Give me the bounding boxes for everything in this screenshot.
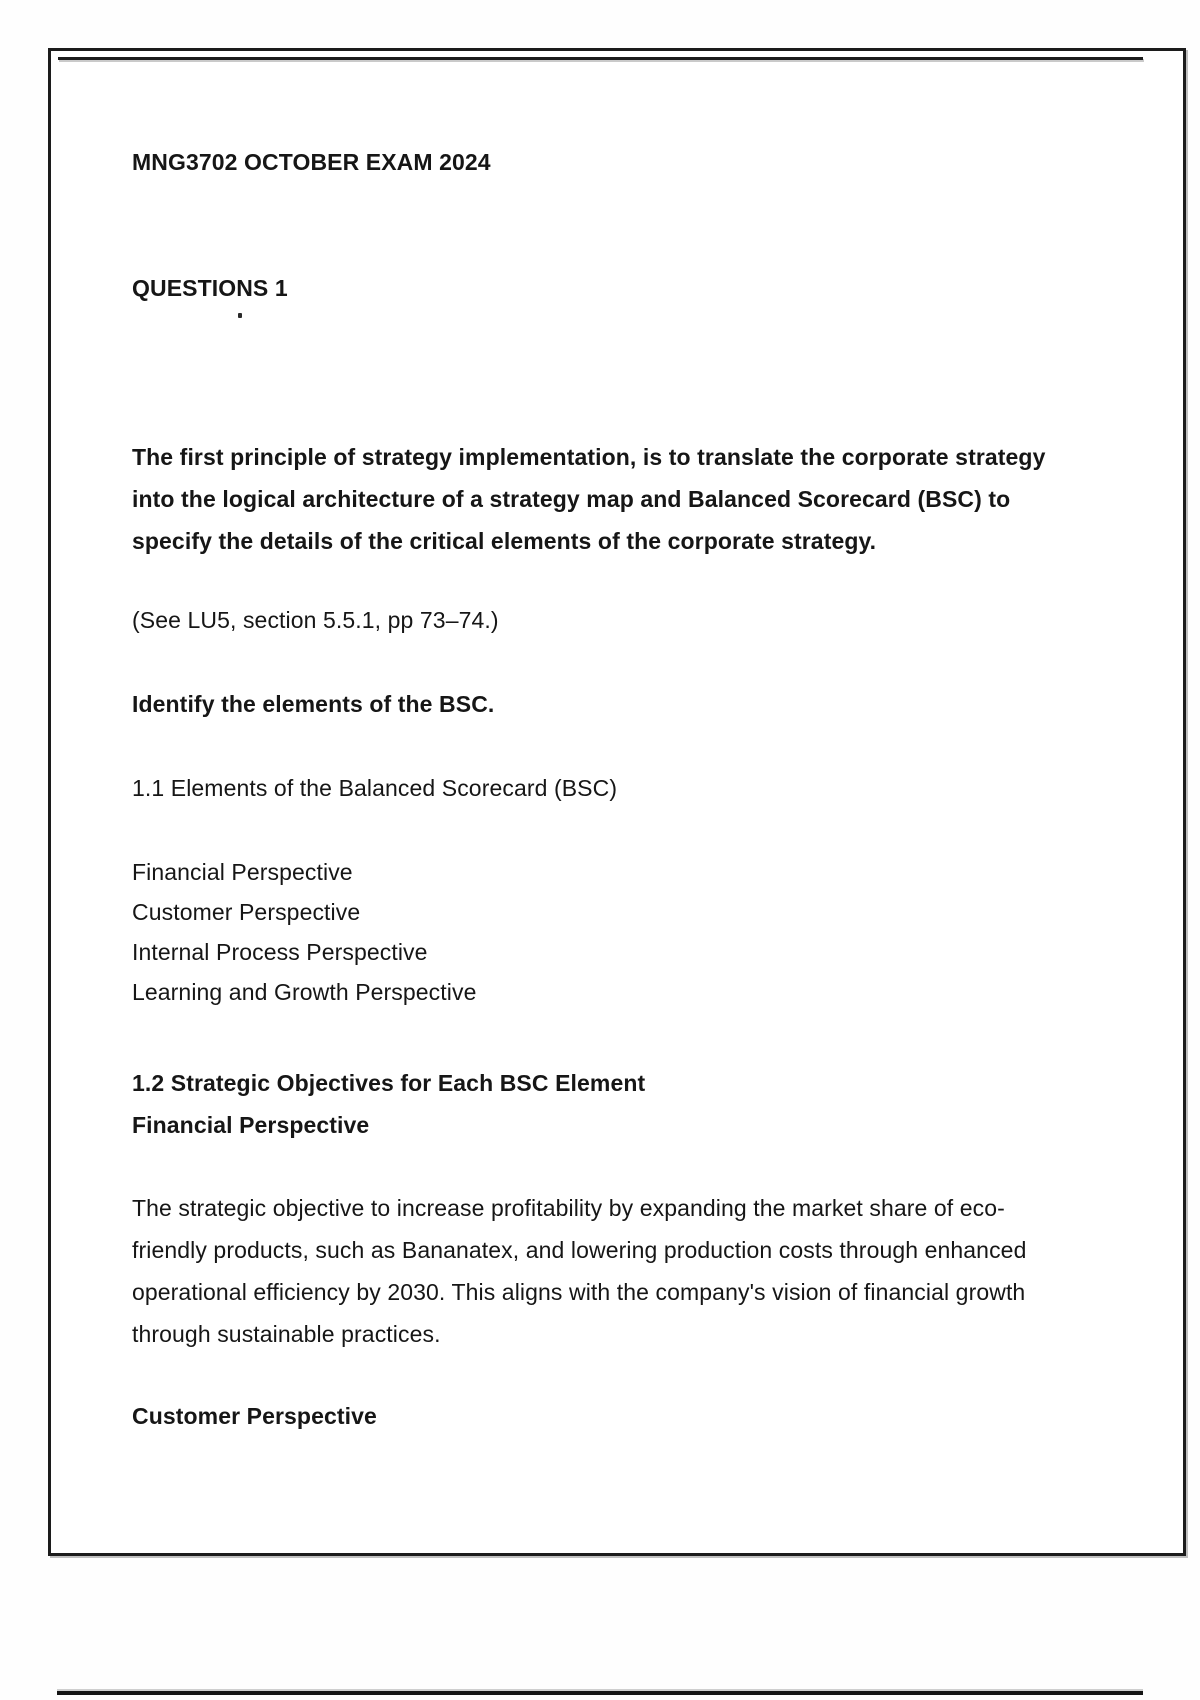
exam-title: MNG3702 OCTOBER EXAM 2024 xyxy=(132,149,491,175)
list-item: Financial Perspective xyxy=(132,859,353,885)
intro-line: specify the details of the critical elements of the corporate strategy. xyxy=(132,528,877,554)
stray-ink-dot xyxy=(238,313,242,318)
financial-objective-paragraph xyxy=(132,1187,1026,1355)
paragraph-line: friendly products, such as Bananatex, and lowering production costs through enhanced xyxy=(132,1237,1027,1263)
bsc-elements-list xyxy=(132,852,476,1012)
intro-line: The first principle of strategy implementation, is to translate the corporate strategy xyxy=(132,444,1046,470)
questions-heading: QUESTIONS 1 xyxy=(132,275,288,301)
intro-line: into the logical architecture of a strategy map and Balanced Scorecard (BSC) to xyxy=(132,486,1011,512)
inner-top-rule xyxy=(58,57,1143,60)
financial-perspective-heading: Financial Perspective xyxy=(132,1112,370,1138)
next-page-top-edge xyxy=(57,1691,1143,1695)
customer-perspective-heading: Customer Perspective xyxy=(132,1403,377,1429)
q11-heading: 1.1 Elements of the Balanced Scorecard (BSC) xyxy=(132,775,618,801)
instruction-heading: Identify the elements of the BSC. xyxy=(132,691,495,717)
list-item: Customer Perspective xyxy=(132,899,361,925)
paragraph-line: through sustainable practices. xyxy=(132,1321,441,1347)
intro-paragraph xyxy=(132,436,1045,562)
paragraph-line: operational efficiency by 2030. This aligns with the company's vision of financial growth xyxy=(132,1279,1026,1305)
reference-note: (See LU5, section 5.5.1, pp 73–74.) xyxy=(132,607,499,633)
q12-heading: 1.2 Strategic Objectives for Each BSC Element xyxy=(132,1070,646,1096)
paragraph-line: The strategic objective to increase profitability by expanding the market share of eco- xyxy=(132,1195,1005,1221)
list-item: Learning and Growth Perspective xyxy=(132,979,477,1005)
list-item: Internal Process Perspective xyxy=(132,939,428,965)
